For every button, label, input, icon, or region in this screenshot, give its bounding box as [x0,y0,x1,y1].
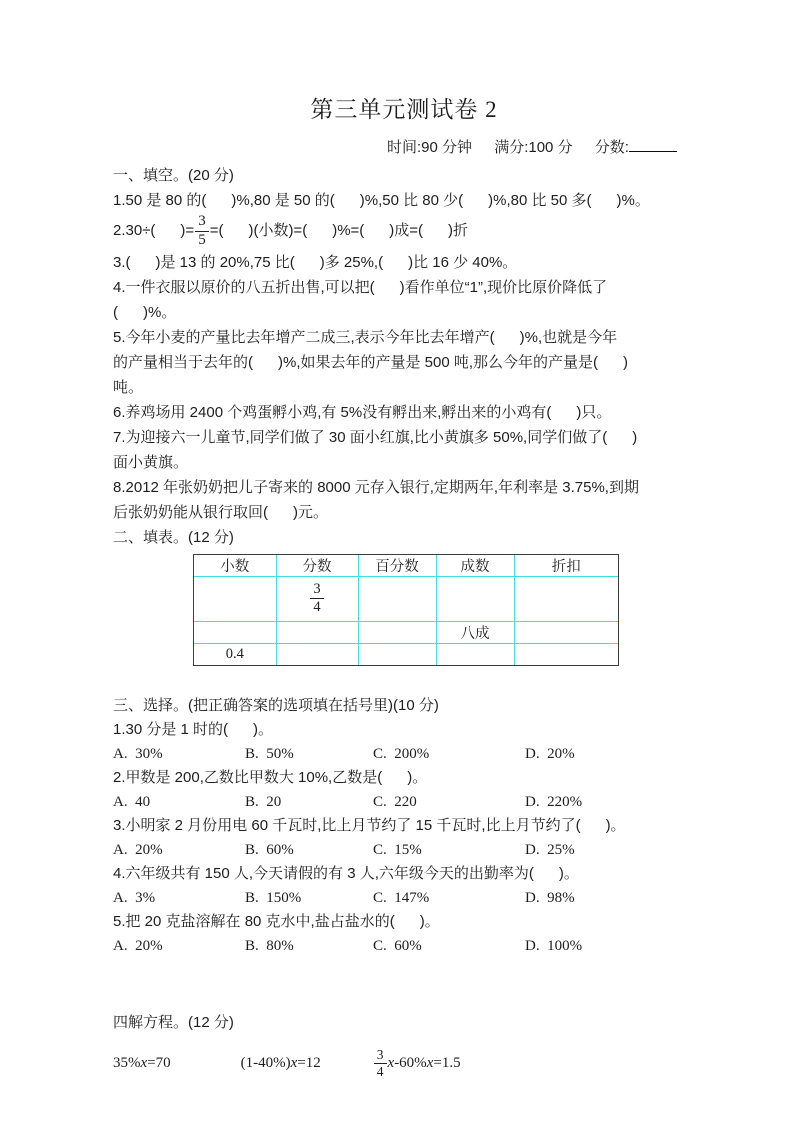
fill-item-5-line3: 吨。 [113,378,144,396]
table-cell-empty [514,576,618,621]
table-cell-empty [358,643,436,665]
table-row [194,576,618,621]
option-a: A. 20% [113,841,163,858]
fraction-3-4 [310,582,323,615]
option-a: A. 40 [113,793,151,810]
option-d: D. 20% [525,745,575,762]
fill-item-4-line1: 4.一件衣服以原价的八五折出售,可以把( )看作单位“1”,现价比原价降低了 [113,278,608,296]
section2-heading: 二、填表。(12 分) [113,528,234,546]
fill-item-8-line2: 后张奶奶能从银行取回( )元。 [113,503,328,521]
option-a: A. 30% [113,745,163,762]
section3-heading: 三、选择。(把正确答案的选项填在括号里)(10 分) [113,696,439,714]
table-cell-chengshu: 八成 [436,621,514,643]
option-d: D. 25% [525,841,575,858]
equation-3-result: =1.5 [433,1054,461,1071]
table-row [194,621,618,643]
fill-item-2 [113,213,695,250]
table-cell-empty [514,621,618,643]
table-cell-empty [276,621,358,643]
fill-item-7-line1: 7.为迎接六一儿童节,同学们做了 30 面小红旗,比小黄旗多 50%,同学们做了( ) [113,428,638,446]
fill-item-8-line1: 8.2012 年张奶奶把儿子寄来的 8000 元存入银行,定期两年,年利率是 3.75%,到期 [113,478,639,496]
time-label: 时间:90 分钟 [387,139,473,156]
score-blank-line [629,137,677,152]
exam-meta [387,137,695,159]
table-cell-empty [276,643,358,665]
option-c: C. 60% [373,937,422,954]
fraction-3-5 [195,214,209,249]
table-cell-fraction [276,576,358,621]
fill-item-7-line2: 面小黄旗。 [113,453,189,471]
fill-item-5-line1: 5.今年小麦的产量比去年增产二成三,表示今年比去年增产( )%,也就是今年 [113,328,618,346]
page-title: 第三单元测试卷 2 [310,97,498,122]
equation-2-result: =12 [297,1054,321,1071]
option-a: A. 20% [113,937,163,954]
table-cell-empty [194,621,276,643]
option-a: A. 3% [113,889,156,906]
fraction-numerator: 3 [195,214,209,232]
fill-item-3: 3.( )是 13 的 20%,75 比( )多 25%,( )比 16 少 40%。 [113,253,518,271]
equations-row [113,1047,695,1080]
fill-item-2-post: =( )(小数)=( )%=( )成=( )折 [209,222,469,240]
fill-item-5-line2: 的产量相当于去年的( )%,如果去年的产量是 500 吨,那么今年的产量是( ) [113,353,629,371]
score-label: 分数: [594,139,629,156]
table-header-discount: 折扣 [514,555,618,577]
option-b: B. 20 [245,793,282,810]
table-cell-empty [358,576,436,621]
fraction-3-4 [374,1048,387,1079]
fraction-numerator: 3 [374,1048,387,1064]
question-5-stem: 5.把 20 克盐溶解在 80 克水中,盐占盐水的( )。 [113,912,440,930]
equation-1-result: =70 [147,1054,171,1071]
question-2-options [113,790,695,814]
table-row [194,643,618,665]
fraction-denominator: 4 [376,1063,384,1079]
option-c: C. 200% [373,745,430,762]
option-b: B. 150% [245,889,302,906]
question-4-stem: 4.六年级共有 150 人,今天请假的有 3 人,六年级今天的出勤率为( )。 [113,864,579,882]
fill-item-1: 1.50 是 80 的( )%,80 是 50 的( )%,50 比 80 少( )%,80 比 50 多( )%。 [113,192,650,209]
table-header-percent: 百分数 [358,555,436,577]
option-d: D. 100% [525,937,583,954]
equation-1 [113,1055,171,1072]
table-header-fraction: 分数 [276,555,358,577]
table-cell-empty [358,621,436,643]
option-c: C. 15% [373,841,422,858]
section4-heading: 四解方程。(12 分) [113,1013,234,1031]
question-2-stem: 2.甲数是 200,乙数比甲数大 10%,乙数是( )。 [113,768,428,786]
question-3-options [113,838,695,862]
table-cell-empty [514,643,618,665]
option-d: D. 98% [525,889,575,906]
full-score-label: 满分:100 分 [494,139,573,156]
conversion-table [193,554,619,666]
option-c: C. 220 [373,793,417,810]
option-c: C. 147% [373,889,430,906]
fraction-denominator: 5 [198,231,206,248]
equation-variable-x: x [426,1054,434,1071]
equation-1-coefficient: 35% [113,1054,141,1071]
equation-2 [241,1055,321,1072]
question-1-stem: 1.30 分是 1 时的( )。 [113,720,274,738]
fill-item-4-line2: ( )%。 [113,303,177,321]
equation-variable-x: x [290,1054,298,1071]
table-cell-decimal: 0.4 [194,643,276,665]
question-4-options [113,886,695,910]
section1-heading: 一、填空。(20 分) [113,167,234,184]
fraction-denominator: 4 [313,599,321,615]
fraction-numerator: 3 [310,582,323,599]
table-header-decimal: 小数 [194,555,276,577]
table-cell-empty [436,643,514,665]
question-1-options [113,742,695,766]
option-b: B. 50% [245,745,294,762]
option-b: B. 60% [245,841,294,858]
equation-2-coefficient: (1-40%) [240,1054,291,1071]
equation-3-middle: -60% [394,1054,427,1071]
fill-item-2-pre: 2.30÷( )= [113,222,195,240]
table-cell-empty [436,576,514,621]
option-d: D. 220% [525,793,583,810]
option-b: B. 80% [245,937,294,954]
equation-variable-x: x [387,1054,395,1071]
table-header-chengshu: 成数 [436,555,514,577]
question-5-options [113,934,695,958]
equation-variable-x: x [140,1054,148,1071]
question-3-stem: 3.小明家 2 月份用电 60 千瓦时,比上月节约了 15 千瓦时,比上月节约了( )。 [113,816,626,834]
table-cell-empty [194,576,276,621]
equation-3 [373,1047,461,1080]
fill-item-6: 6.养鸡场用 2400 个鸡蛋孵小鸡,有 5%没有孵出来,孵出来的小鸡有( )只。 [113,403,612,421]
